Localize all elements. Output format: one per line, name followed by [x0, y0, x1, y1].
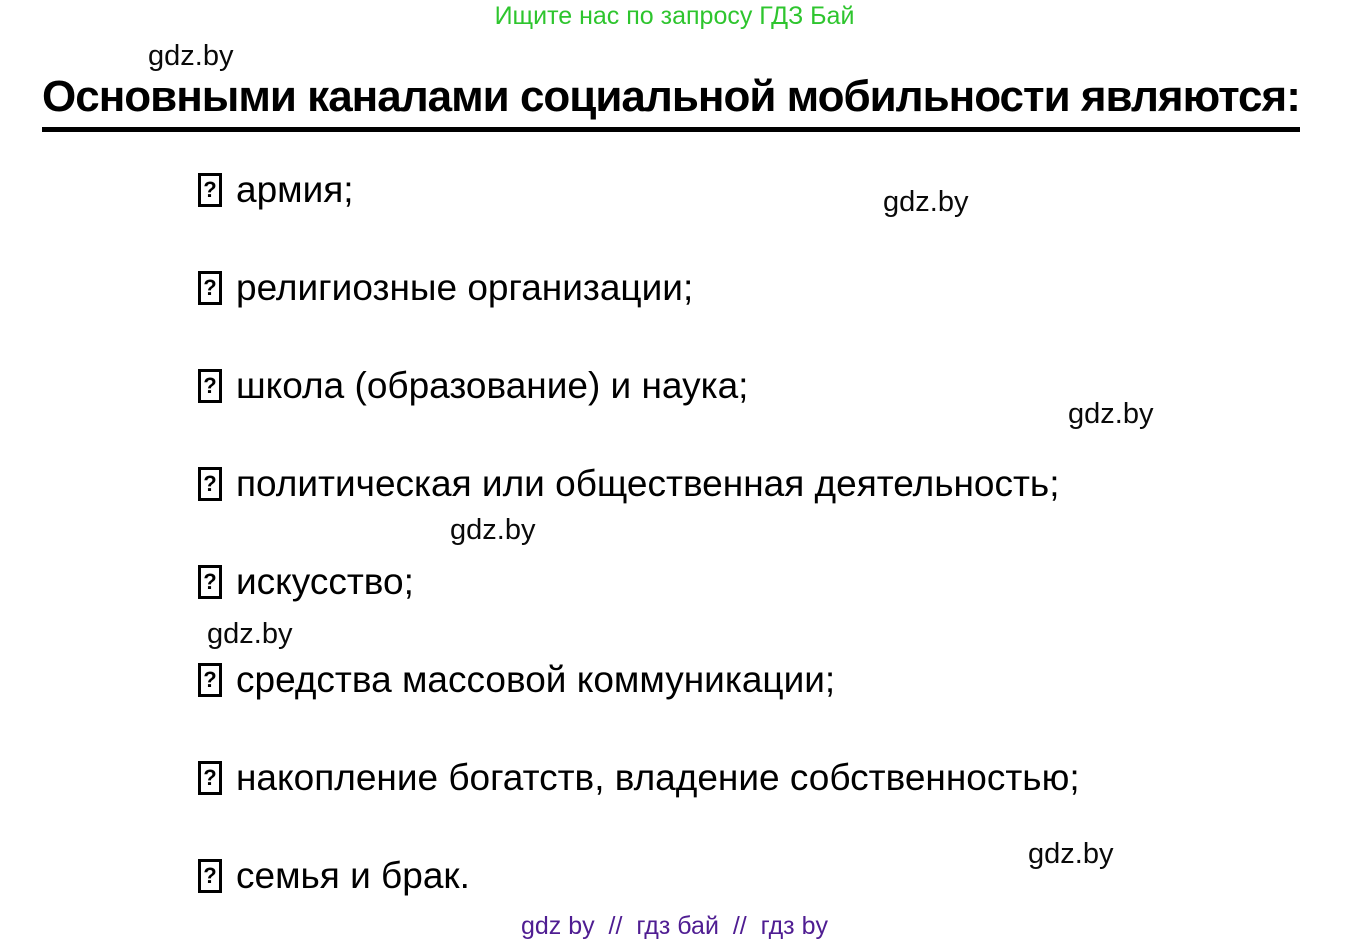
watermark: gdz.by	[450, 514, 536, 546]
list-item-text: религиозные организации;	[236, 267, 694, 308]
missing-glyph-icon: ?	[198, 369, 222, 403]
list-item	[198, 364, 1080, 408]
missing-glyph-icon: ?	[198, 271, 222, 305]
list-item-text: армия;	[236, 169, 354, 210]
channels-list	[198, 168, 1080, 950]
footer-tags: gdz by // гдз бай // гдз by	[520, 912, 828, 940]
list-item-text: накопление богатств, владение собственностью;	[236, 757, 1080, 798]
list-item	[198, 462, 1080, 506]
watermark: gdz.by	[207, 618, 293, 650]
watermark: gdz.by	[148, 40, 234, 72]
list-item	[198, 560, 1080, 604]
list-item-text: средства массовой коммуникации;	[236, 659, 836, 700]
missing-glyph-icon: ?	[198, 565, 222, 599]
page-title: Основными каналами социальной мобильности являются:	[42, 72, 1300, 132]
list-item	[198, 756, 1080, 800]
list-item-text: семья и брак.	[236, 855, 470, 896]
list-item	[198, 854, 1080, 898]
watermark: gdz.by	[883, 186, 969, 218]
watermark: gdz.by	[1028, 838, 1114, 870]
missing-glyph-icon: ?	[198, 761, 222, 795]
watermark: gdz.by	[1068, 398, 1154, 430]
list-item-text: школа (образование) и наука;	[236, 365, 749, 406]
promo-header: Ищите нас по запросу ГДЗ Бай	[494, 2, 855, 30]
missing-glyph-icon: ?	[198, 859, 222, 893]
missing-glyph-icon: ?	[198, 173, 222, 207]
missing-glyph-icon: ?	[198, 467, 222, 501]
list-item	[198, 658, 1080, 702]
list-item-text: политическая или общественная деятельность;	[236, 463, 1060, 504]
missing-glyph-icon: ?	[198, 663, 222, 697]
list-item	[198, 266, 1080, 310]
list-item-text: искусство;	[236, 561, 414, 602]
